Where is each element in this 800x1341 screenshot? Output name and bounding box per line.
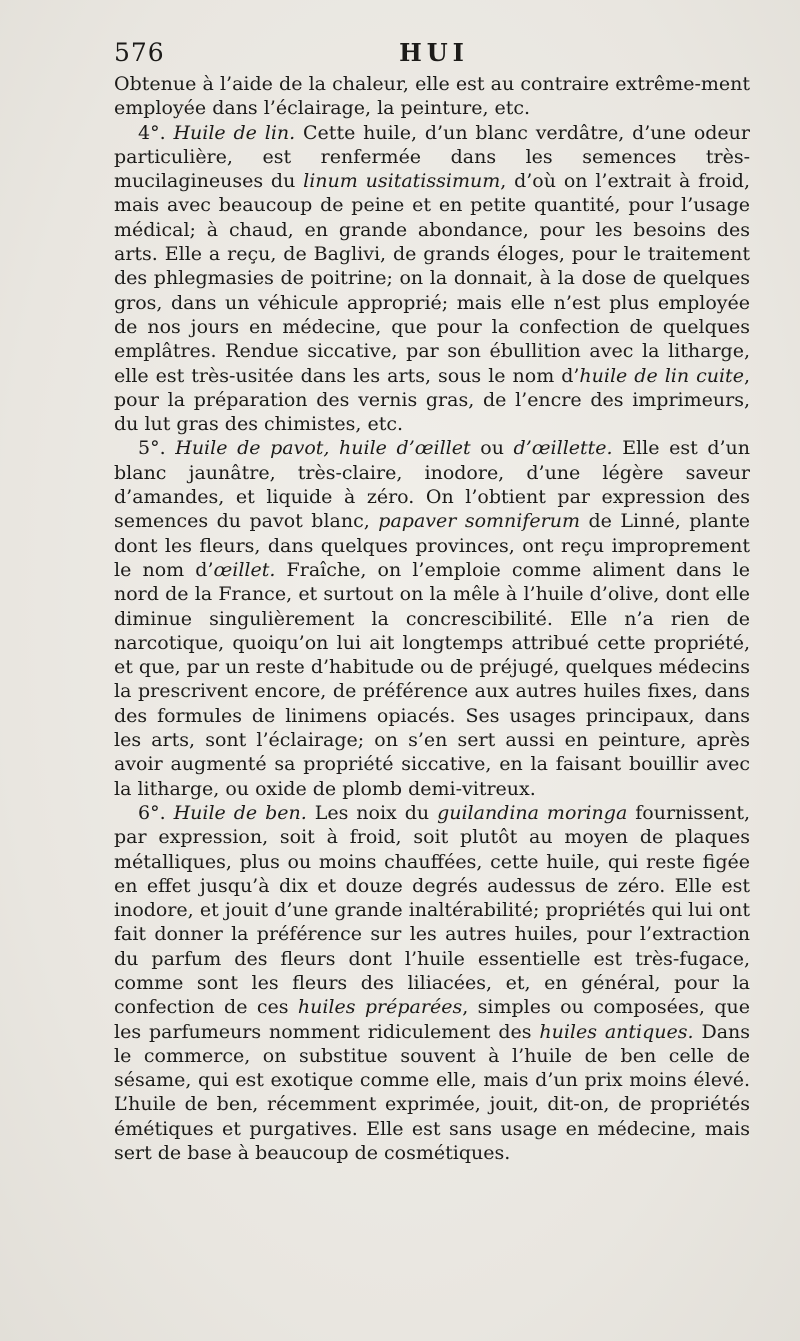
paragraph-huile-de-pavot [114, 436, 750, 800]
page-number: 576 [114, 38, 165, 67]
text-run: Cette huile, d’un blanc verdâtre, d’une odeur particulière, est renfermée dans les semences très-mucilagineuses du [114, 121, 750, 193]
text-run: Elle est d’un blanc jaunâtre, très-claire, inodore, d’une légère saveur d’amandes, et liquide à zéro. On l’obtient par expression des semences du pavot blanc, [114, 437, 750, 533]
text-run: , pour la préparation des vernis gras, de l’encre des imprimeurs, du lut gras des chimistes, etc. [114, 364, 750, 436]
item-number: 6°. [138, 801, 174, 824]
latin-name: guilandina moringa [437, 801, 628, 824]
italic-term: œillet. [213, 558, 276, 581]
text-run: ou [470, 437, 514, 460]
paragraph [114, 72, 750, 121]
item-number: 5°. [138, 437, 176, 460]
text-run: de Linné, plante dont les fleurs, dans quelques provinces, ont reçu improprement le nom d’ [114, 510, 750, 581]
latin-name: linum usitatissimum [303, 170, 501, 193]
item-number: 4°. [138, 121, 174, 144]
italic-term: huiles antiques. [539, 1020, 694, 1043]
text-run: , simples ou composées, que les parfumeurs nomment ridiculement des [114, 996, 750, 1043]
italic-term: huile de lin cuite [579, 364, 744, 387]
paragraph-huile-de-ben [114, 801, 750, 1165]
item-title: d’œillette. [513, 437, 613, 460]
text-run: Les noix du [306, 801, 438, 824]
item-title: Huile de pavot, huile d’œillet [175, 437, 471, 460]
running-head: HUI [399, 38, 469, 67]
text-run: Dans le commerce, on substitue souvent à l’huile de ben celle de sésame, qui est exotique comme elle, mais d’un prix moins élevé. L’huile de ben, récemment exprimée, jouit, dit-on, de propriétés émétiques et purgatives. Elle est sans usage en médecine, mais sert de base à beaucoup de cosmétiques. [114, 1020, 751, 1165]
text-run: fournissent, par expression, soit à froid, soit plutôt au moyen de plaques métalliques, plus ou moins chauffées, cette huile, qui reste figée en effet jusqu’à dix et douze degrés audessus de zéro. Elle est inodore, et jouit d’une grande inaltérabilité; propriétés qui lui ont fait donner la préférence sur les autres huiles, pour l’extraction du parfum des fleurs dont l’huile essentielle est très-fugace, comme sont les fleurs des liliacées, et, en général, pour la confection de ces [114, 801, 750, 1019]
italic-term: huiles préparées [297, 996, 463, 1019]
page-header [114, 38, 754, 68]
text-run: , d’où on l’extrait à froid, mais avec beaucoup de peine et en petite quantité, pour l’usage médical; à chaud, en grande abondance, pour les besoins des arts. Elle a reçu, de Baglivi, de grands éloges, pour le traitement des phlegmasies de poitrine; on la donnait, à la dose de quelques gros, dans un véhicule approprié; mais elle n’est plus employée de nos jours en médecine, que pour la confection de quelques emplâtres. Rendue siccative, par son ébullition avec la litharge, elle est très-usitée dans les arts, sous le nom d’ [114, 170, 750, 387]
text-run: Obtenue à l’aide de la chaleur, elle est au contraire extrême-ment employée dans l’éclairage, la peinture, etc. [114, 73, 750, 120]
latin-name: papaver somniferum [378, 510, 580, 533]
page-body [114, 72, 750, 1165]
item-title: Huile de lin. [173, 121, 296, 144]
item-title: Huile de ben. [173, 801, 307, 824]
paragraph-huile-de-lin [114, 121, 750, 437]
text-run: Fraîche, on l’emploie comme aliment dans le nord de la France, et surtout on la mêle à l’huile d’olive, dont elle diminue singulièrement la concrescibilité. Elle n’a rien de narcotique, quoiqu’on lui ait longtemps attribué cette propriété, et que, par un reste d’habitude ou de préjugé, quelques médecins la prescrivent encore, de préférence aux autres huiles fixes, dans des formules de linimens opiacés. Ses usages principaux, dans les arts, sont l’éclairage; on s’en sert aussi en peinture, après avoir augmenté sa propriété siccative, en la faisant bouillir avec la litharge, ou oxide de plomb demi-vitreux. [114, 558, 750, 800]
